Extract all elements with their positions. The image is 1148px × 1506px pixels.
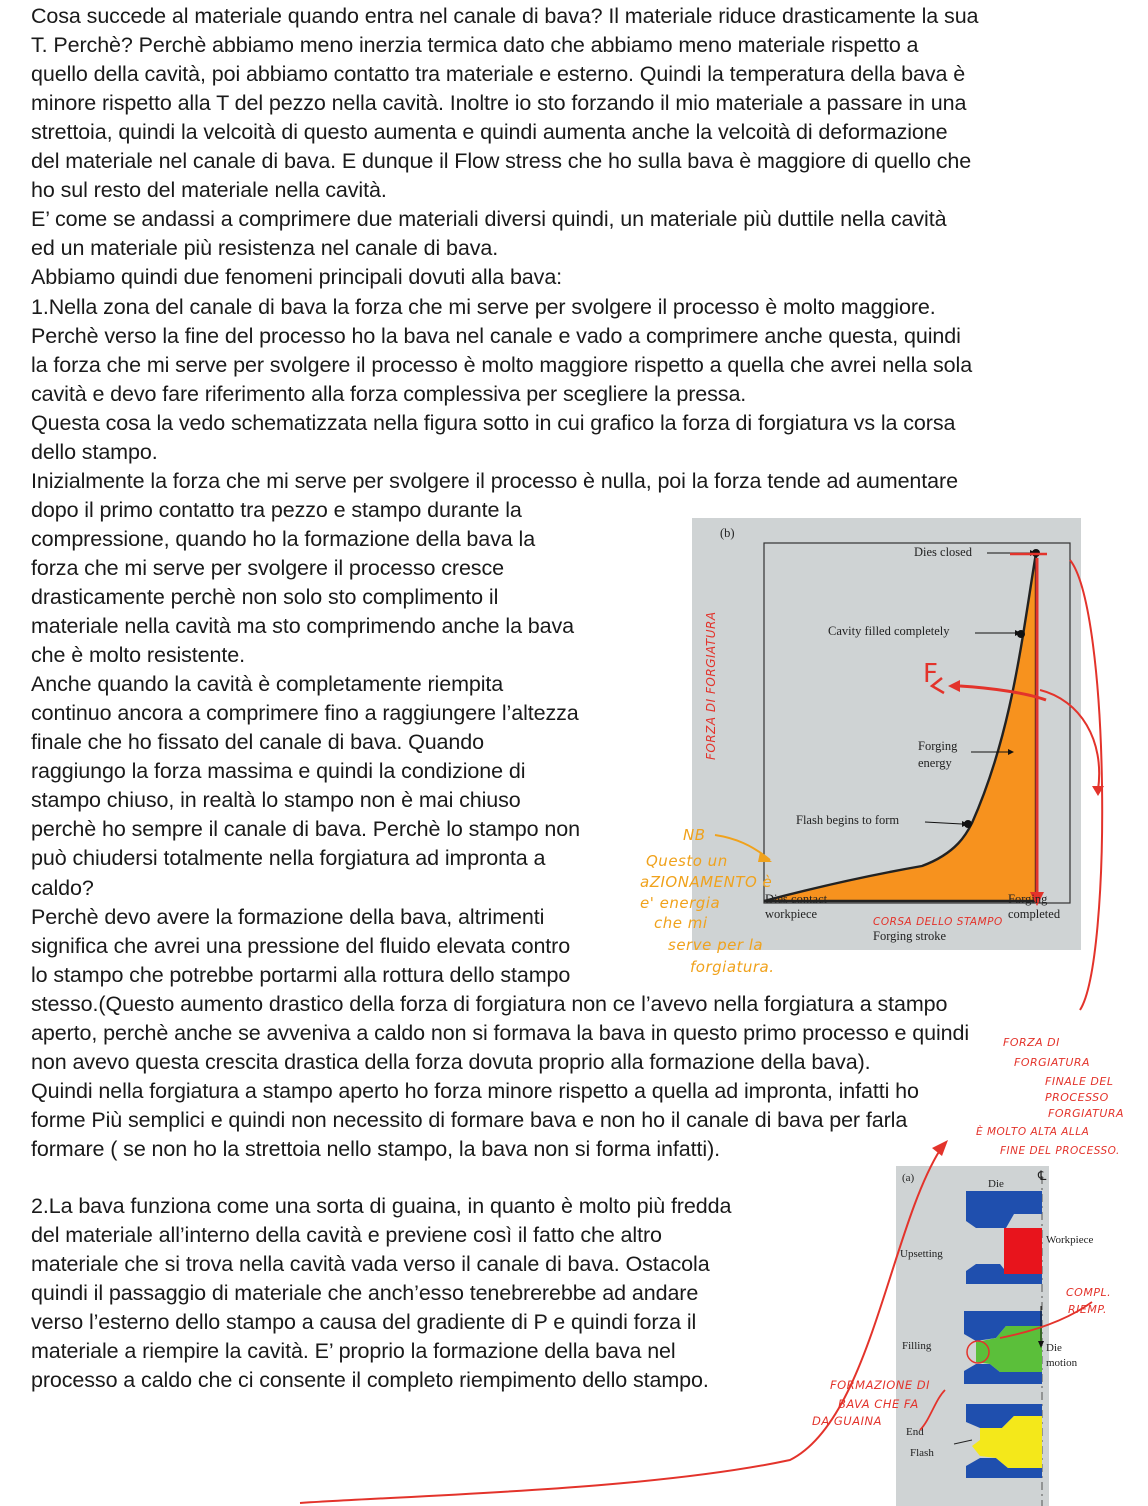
upsetting-upper-die [966,1191,1042,1228]
annotation-right-6: È MOLTO ALTA ALLA [976,1126,1090,1138]
paragraph-line: Perchè verso la fine del processo ho la bava nel canale e vado a comprimere anche questa, quindi [31,323,961,348]
die-motion-label-2: motion [1046,1357,1078,1369]
annotation-compl-2: RIEMP. [1068,1303,1107,1316]
paragraph-line: lo stampo che potrebbe portarmi alla rottura dello stampo [31,962,571,987]
annotation-guaina-1: FORMAZIONE DI [830,1378,931,1392]
annotation-right-5: FORGIATURA [1048,1107,1125,1120]
forging-energy-label-2: energy [918,756,952,770]
paragraph-line: continuo ancora a comprimere fino a raggiungere l’altezza [31,701,579,726]
paragraph-line: Questa cosa la vedo schematizzata nella figura sotto in cui grafico la forza di forgiatura vs la corsa [31,410,956,435]
paragraph-line: dello stampo. [31,439,158,464]
paragraph-line: Quindi nella forgiatura a stampo aperto ho forza minore rispetto a quella ad impronta, infatti ho [31,1078,919,1103]
die-motion-label-1: Die [1046,1342,1062,1354]
paragraph-line: quindi il passaggio di materiale che anch’esso tenebrerebbe ad andare [31,1281,699,1306]
paragraph-line: cavità e devo fare riferimento alla forza complessiva per scegliere la pressa. [31,381,747,406]
annotation-right-4: PROCESSO [1045,1091,1109,1104]
annotation-nb: NB [683,826,706,844]
paragraph-line: caldo? [31,875,94,900]
paragraph-line: minore rispetto alla T del pezzo nella cavità. Inoltre io sto forzando il mio materiale a passare in una [31,91,967,116]
dies-contact-label-2: workpiece [765,907,818,921]
paragraph-line: Perchè devo avere la formazione della bava, altrimenti [31,904,545,929]
end-label: End [906,1426,924,1438]
paragraph-line: finale che ho fissato del canale di bava. Quando [31,730,484,755]
paragraph-line: verso l’esterno dello stampo a causa del gradiente di P e quindi forza il [31,1310,697,1335]
paragraph-line: che è molto resistente. [31,643,246,668]
annotation-orange-4: che mi [654,914,708,932]
paragraph-line: perchè ho sempre il canale di bava. Perchè lo stampo non [31,817,580,842]
paragraph-line: del materiale all’interno della cavità e previene così il fatto che altro [31,1223,662,1248]
flash-label: Flash [910,1447,934,1459]
annotation-right-1: FORZA DI [1003,1036,1060,1049]
annotation-corsa-stampo: CORSA DELLO STAMPO [873,916,1003,928]
paragraph-line: la forza che mi serve per svolgere il processo è molto maggiore rispetto a quella che avrei nella sola [31,352,973,377]
forging-energy-label-1: Forging [918,739,958,753]
paragraph-line: quello della cavità, poi abbiamo contatto tra materiale e esterno. Quindi la temperatura della bava è [31,62,966,87]
annotation-right-7: FINE DEL PROCESSO. [1000,1145,1120,1157]
paragraph-line: forza che mi serve per svolgere il processo cresce [31,555,504,580]
paragraph-line: drasticamente perchè non solo sto complimento il [31,585,499,609]
paragraph-line: Anche quando la cavità è completamente riempita [31,672,504,697]
paragraph-line: Inizialmente la forza che mi serve per svolgere il processo è nulla, poi la forza tende ad aumentare [31,468,958,493]
paragraph-line: T. Perchè? Perchè abbiamo meno inerzia termica dato che abbiamo meno materiale rispetto a [31,33,919,58]
annotation-orange-3: e' energia [640,894,721,912]
dies-contact-label-1: Dies contact [765,892,828,906]
annotation-orange-6: forgiatura. [690,958,775,976]
upsetting-workpiece [1004,1228,1042,1274]
panel-b-label: (b) [720,526,735,540]
paragraph-line: non avevo questa crescita drastica della forza dovuta proprio alla formazione della bava). [31,1049,871,1074]
paragraph-line: compressione, quando ho la formazione della bava la [31,526,536,551]
cavity-filled-label: Cavity filled completely [828,624,950,638]
paragraph-line: 2.La bava funziona come una sorta di guaina, in quanto è molto più fredda [31,1194,732,1219]
upsetting-label: Upsetting [900,1248,943,1260]
forging-completed-label-1: Forging [1008,892,1048,906]
annotation-orange-1: Questo un [646,852,728,870]
paragraph-line: Abbiamo quindi due fenomeni principali dovuti alla bava: [31,265,563,290]
paragraph-line: può chiudersi totalmente nella forgiatura ad impronta a [31,846,546,871]
centerline-label: ℄ [1038,1168,1047,1183]
paragraph-line-first: Cosa succede al materiale quando entra nel canale di bava? Il materiale riduce drasticamente la sua [31,4,979,28]
paragraph-line: stesso.(Questo aumento drastico della forza di forgiatura non ce l’avevo nella forgiatura a stampo [31,991,948,1016]
paragraph-line: aperto, perchè anche se avveniva a caldo non si formava la bava in questo primo processo e quindi [31,1020,970,1045]
paragraph-line: materiale che si trova nella cavità vada verso il canale di bava. Ostacola [31,1252,710,1277]
annotation-orange-5: serve per la [668,936,764,954]
paragraph-line: materiale nella cavità ma sto comprimendo anche la bava [31,614,575,639]
annotation-orange-2: aZIONAMENTO è [640,873,773,891]
workpiece-label: Workpiece [1046,1234,1094,1246]
paragraph-line: processo a caldo che ci consente il completo riempimento dello stampo. [31,1368,709,1393]
paragraph-line: raggiungo la forza massima e quindi la condizione di [31,759,526,784]
paragraph-line: significa che avrei una pressione del fluido elevata contro [31,933,571,958]
x-axis-label: Forging stroke [873,929,947,943]
paragraph-line: del materiale nel canale di bava. E dunque il Flow stress che ho sulla bava è maggiore di quello che [31,149,972,174]
paragraph-line: forme Più semplici e quindi non necessito di formare bava e non ho il canale di bava per farla [31,1107,908,1132]
annotation-compl-1: COMPL. [1066,1286,1112,1299]
paragraph-line: 1.Nella zona del canale di bava la forza che mi serve per svolgere il processo è molto maggiore. [31,294,936,319]
paragraph-line: E’ come se andassi a comprimere due materiali diversi quindi, un materiale più duttile nella cavità [31,207,947,232]
annotation-forza-forgiatura: FORZA DI FORGIATURA [704,611,718,760]
paragraph-line: dopo il primo contatto tra pezzo e stampo durante la [31,497,522,522]
forging-energy-area [764,553,1036,901]
annotation-guaina-2: BAVA CHE FA [838,1397,919,1411]
panel-a-label: (a) [902,1172,915,1184]
forging-completed-label-2: completed [1008,907,1061,921]
paragraph-line: ho sul resto del materiale nella cavità. [31,178,387,203]
paragraph-line: stampo chiuso, in realtà lo stampo non è mai chiuso [31,788,521,813]
flash-begins-label: Flash begins to form [796,813,900,827]
annotation-guaina-3: DA GUAINA [812,1414,882,1428]
dies-closed-label: Dies closed [914,545,972,559]
annotation-right-3: FINALE DEL [1045,1075,1114,1088]
paragraph-line: ed un materiale più resistenza nel canale di bava. [31,236,499,261]
die-label: Die [988,1178,1004,1190]
annotation-F: F [923,659,939,689]
filling-label: Filling [902,1340,932,1352]
paragraph-line: materiale a riempire la cavità. E’ proprio la formazione della bava nel [31,1339,676,1364]
annotation-right-2: FORGIATURA [1014,1056,1091,1069]
paragraph-line: strettoia, quindi la velcoità di questo aumenta e quindi aumenta anche la velcoità di deformazione [31,120,948,145]
paragraph-line: formare ( se non ho la strettoia nello stampo, la bava non si forma infatti). [31,1136,721,1161]
